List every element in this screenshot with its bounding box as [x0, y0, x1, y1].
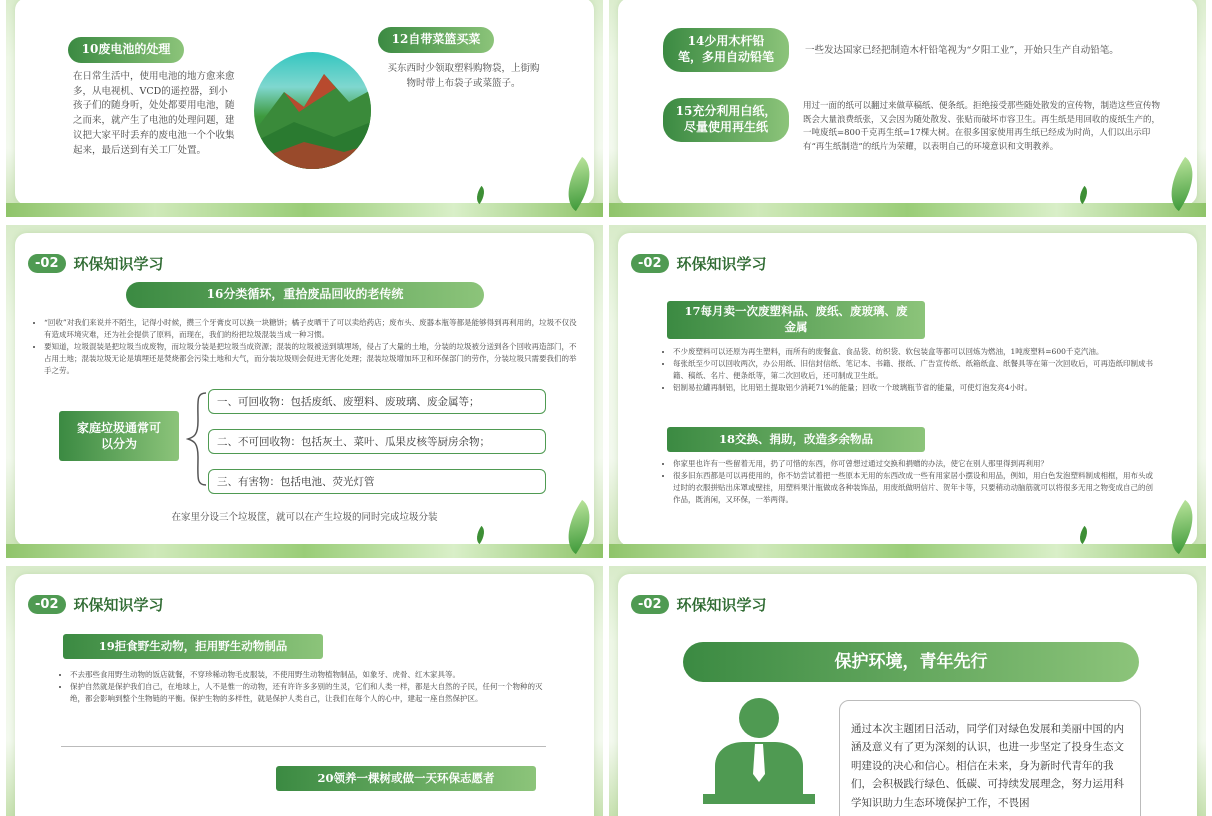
- section-number: -02: [631, 254, 669, 273]
- slide-3: [6, 225, 603, 558]
- list-item: • 你家里也许有一些留着无用，扔了可惜的东西，你可曾想过通过交换和捐赠的办法，使它在别人那里得到再利用？: [673, 458, 1153, 470]
- item12-title: 12自带菜篮买菜: [378, 27, 494, 53]
- class-item: 一、可回收物：包括废纸、废塑料、废玻璃、废金属等；: [208, 389, 546, 414]
- bullet-list: [54, 669, 550, 705]
- speaker-icon: [695, 694, 823, 804]
- section-title: 环保知识学习: [73, 255, 164, 273]
- list-item: • 很多旧东西都是可以再使用的，你不妨尝试着把一些原本无用的东西改成一些有用家居小摆设和用品，例如，用白色发泡塑料制成相框，用布头或过时的衣服拼贴出床罩或壁挂，用塑料果汁瓶做成各种装饰品，用废纸做明信片、贺年卡等，只要稍动动脑筋就可以将很多无用之物变成自己的创作品，既消闲，又环保，一举两得。: [673, 470, 1153, 506]
- list-item: • “回收”对我们来说并不陌生，记得小时候，攒三个牙膏皮可以换一块糖饼；橘子皮晒干了可以卖给药店；废布头、废器本瓶等都是能够得到再利用的，垃圾不仅没有造成环境灾难，还为社会提供了原料，而现在，我们的纷把垃圾混装当成一种习惯。: [44, 317, 582, 341]
- list-item: • 铝制易拉罐再制铝，比用铝土提取铝少消耗71%的能量；回收一个玻璃瓶节省的能量，可使灯泡发亮4小时。: [673, 382, 1153, 394]
- section-title: 环保知识学习: [676, 596, 767, 614]
- slide-6: [609, 566, 1206, 816]
- slide-4: [609, 225, 1206, 558]
- bullet-list: [657, 458, 1153, 506]
- slide-5: [6, 566, 603, 816]
- item14-title: 14少用木杆铅笔，多用自动铅笔: [663, 28, 789, 72]
- list-item: • 保护自然就是保护我们自己，在地球上，人不是惟一的动物，还有许许多多别的生灵，它们和人类一样，都是大自然的子民，任何一个物种的灭绝，都会影响到整个生物链的平衡。保护生物的多样性，就是保护人类自己，让我们在每个人的心中，建起一座自然保护区。: [70, 681, 550, 705]
- bullet-list: [28, 317, 582, 377]
- section-number: -02: [28, 254, 66, 273]
- item17-title: 17每月卖一次废塑料品、废纸、废玻璃、废金属: [667, 301, 925, 339]
- section-tag: [631, 594, 767, 615]
- summary-text: 通过本次主题团日活动，同学们对绿色发展和美丽中国的内涵及意义有了更为深刻的认识，也进一步坚定了投身生态文明建设的决心和信心。相信在未来，身为新时代青年的我们，会积极践行绿色、低碳、可持续发展理念，努力运用科学知识助力生态环境保护工作，不畏困: [851, 723, 1124, 809]
- footer-note: 在家里分设三个垃圾筐，就可以在产生垃圾的同时完成垃圾分装: [171, 512, 438, 523]
- list-item: • 不少废塑料可以还原为再生塑料，而所有的废餐盒、食品袋、纺织袋、软包装盒等都可以回炼为燃油，1吨废塑料=600千克汽油。: [673, 346, 1153, 358]
- banner-16: 16分类循环，重拾废品回收的老传统: [126, 282, 484, 308]
- slide-2: [609, 0, 1206, 217]
- list-item: • 每张纸至少可以回收两次，办公用纸、旧信封信纸、笔记本、书籍、报纸、广告宣传纸、纸箱纸盒、纸餐具等在第一次回收后，可再造纸印制成书籍、稿纸、名片、便条纸等，第二次回收后，还可制成卫生纸。: [673, 358, 1153, 382]
- section-tag: [28, 594, 164, 615]
- conclusion-banner: 保护环境，青年先行: [683, 642, 1139, 682]
- item10-body: 在日常生活中，使用电池的地方愈来愈多，从电视机、VCD的遥控器，到小孩子们的随身听，处处都要用电池，随之而来，就产生了电池的处理问题，建议把大家平时丢弃的废电池一个个收集起来，最后送到有关工厂处置。: [73, 71, 235, 156]
- section-number: -02: [631, 595, 669, 614]
- item15-body: 用过一面的纸可以翻过来做草稿纸、便条纸。拒绝接受那些随处散发的宣传物，制造这些宣传物既会大量浪费纸张，又会因为随处散发、张贴而破坏市容卫生。再生纸是用回收的废纸生产的，一吨废纸=800千克再生纸=17棵大树。在很多国家使用再生纸已经成为时尚，人们以出示印有“再生纸制造”的纸片为荣耀，以表明自己的环境意识和文明教养。: [803, 101, 1161, 152]
- item10-title: 10废电池的处理: [68, 37, 184, 63]
- item20-title: 20领养一棵树或做一天环保志愿者: [276, 766, 536, 791]
- section-number: -02: [28, 595, 66, 614]
- item19-title: 19拒食野生动物，拒用野生动物制品: [63, 634, 323, 659]
- class-item: 三、有害物：包括电池、荧光灯管: [208, 469, 546, 494]
- item18-title: 18交换、捐助，改造多余物品: [667, 427, 925, 452]
- section-title: 环保知识学习: [73, 596, 164, 614]
- list-item: • 要知道，垃圾混装是把垃圾当成废物，而垃圾分装是把垃圾当成资源；混装的垃圾被送到填埋场，侵占了大量的土地，分装的垃圾被分送到各个回收再造部门，不占用土地；混装垃圾无论是填埋还是焚烧都会污染土地和大气，而分装垃圾则会促进无害化处理；混装垃圾增加环卫和环保部门的劳作，分装垃圾只需要我们的举手之劳。: [44, 341, 582, 377]
- grass-band: [6, 203, 603, 217]
- item15-title: 15充分利用白纸，尽量使用再生纸: [663, 98, 789, 142]
- divider: [61, 746, 546, 747]
- classification-box: 家庭垃圾通常可以分为: [59, 411, 179, 461]
- section-title: 环保知识学习: [676, 255, 767, 273]
- bullet-list: [657, 346, 1153, 394]
- brace-icon: [186, 391, 208, 487]
- slide-1: [6, 0, 603, 217]
- grass-band: [609, 544, 1206, 558]
- class-item: 二、不可回收物：包括灰土、菜叶、瓜果皮核等厨房余物；: [208, 429, 546, 454]
- item14-body: 一些发达国家已经把制造木杆铅笔视为“夕阳工业”，开始只生产自动铅笔。: [805, 45, 1119, 56]
- section-tag: [28, 253, 164, 274]
- item12-body: 买东西时少领取塑料购物袋，上街购物时带上布袋子或菜篮子。: [387, 63, 540, 89]
- section-tag: [631, 253, 767, 274]
- mountain-image: [254, 52, 371, 169]
- list-item: • 不去那些食用野生动物的饭店就餐，不穿珍稀动物毛皮服装，不使用野生动物植物制品，如象牙、虎骨、红木家具等。: [70, 669, 550, 681]
- grass-band: [609, 203, 1206, 217]
- grass-band: [6, 544, 603, 558]
